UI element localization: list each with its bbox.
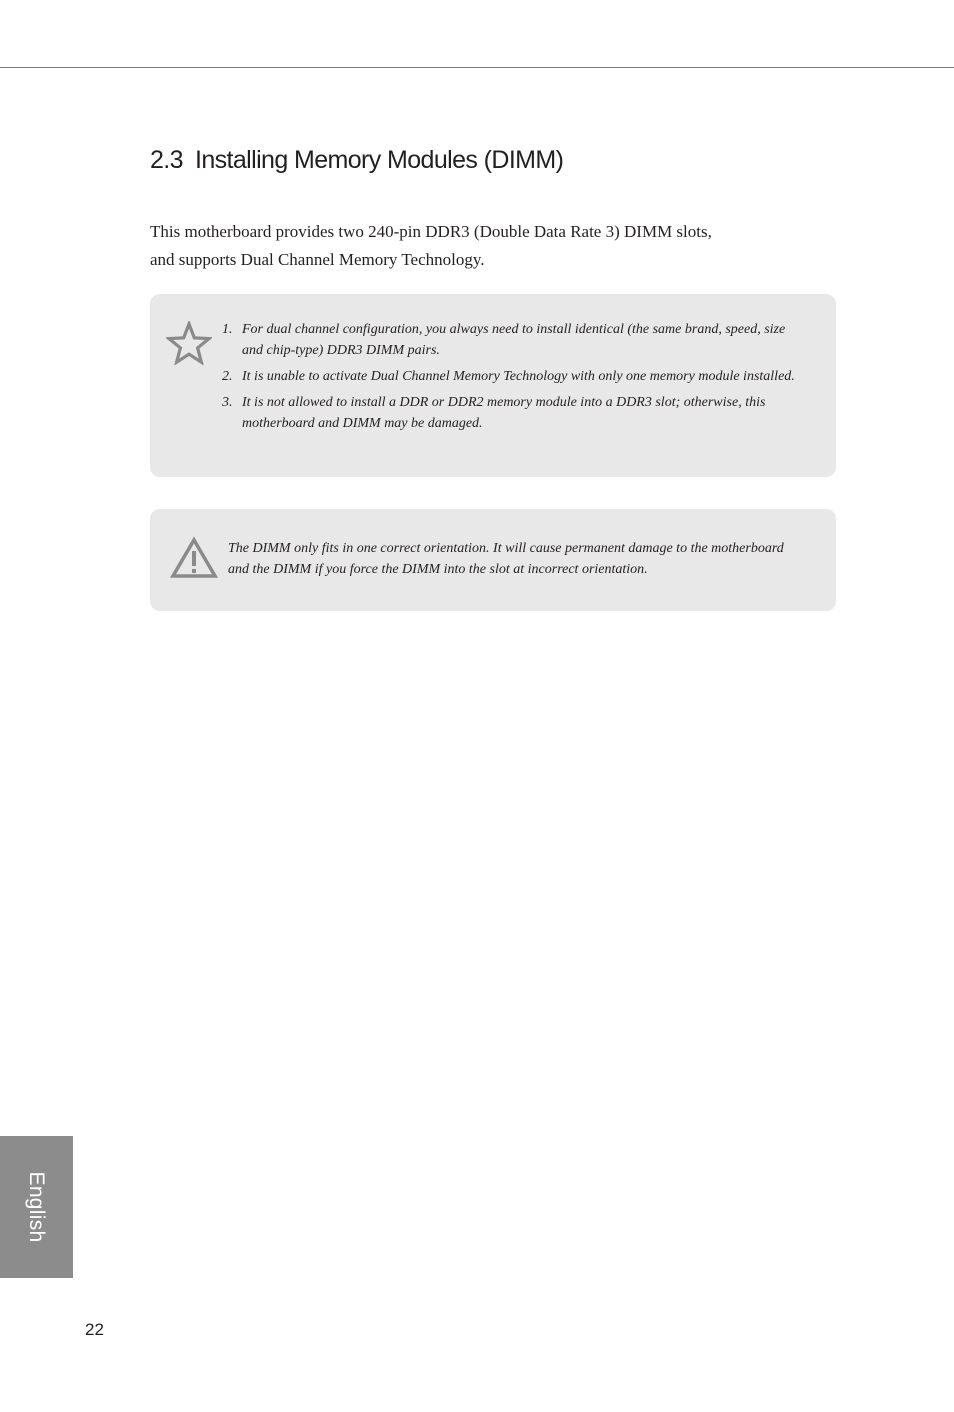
section-number: 2.3	[150, 146, 183, 174]
tip-item	[222, 319, 797, 361]
tip-item	[222, 392, 797, 434]
tip-item-index: 2.	[222, 369, 233, 384]
star-icon	[166, 321, 212, 365]
page-number: 22	[85, 1320, 104, 1339]
section-title	[150, 146, 563, 175]
intro-line-1: This motherboard provides two 240-pin DDR3 (Double Data Rate 3) DIMM slots,	[150, 222, 712, 241]
tip-item-text: It is not allowed to install a DDR or DDR2 memory module into a DDR3 slot; otherwise, this motherboard and DIMM may be damaged.	[242, 395, 766, 431]
tip-item-text: It is unable to activate Dual Channel Memory Technology with only one memory module installed.	[242, 369, 795, 384]
intro-paragraph	[150, 218, 810, 274]
language-tab-label: English	[25, 1171, 48, 1243]
warning-box	[150, 509, 836, 611]
tip-item-index: 3.	[222, 395, 233, 410]
intro-line-2: and supports Dual Channel Memory Technology.	[150, 250, 485, 269]
tip-item-text: For dual channel configuration, you always need to install identical (the same brand, speed, size and chip-type) DDR3 DIMM pairs.	[242, 322, 786, 358]
language-tab	[0, 1136, 73, 1278]
tip-list	[222, 319, 797, 439]
section-title-text: Installing Memory Modules (DIMM)	[194, 146, 564, 174]
warning-text: The DIMM only fits in one correct orientation. It will cause permanent damage to the motherboard and the DIMM if you force the DIMM into the slot at incorrect orientation.	[228, 541, 784, 577]
tip-item-index: 1.	[222, 322, 233, 337]
tip-item	[222, 366, 797, 387]
tip-box	[150, 294, 836, 477]
warning-triangle-icon	[170, 536, 218, 580]
header-rule	[0, 67, 954, 68]
